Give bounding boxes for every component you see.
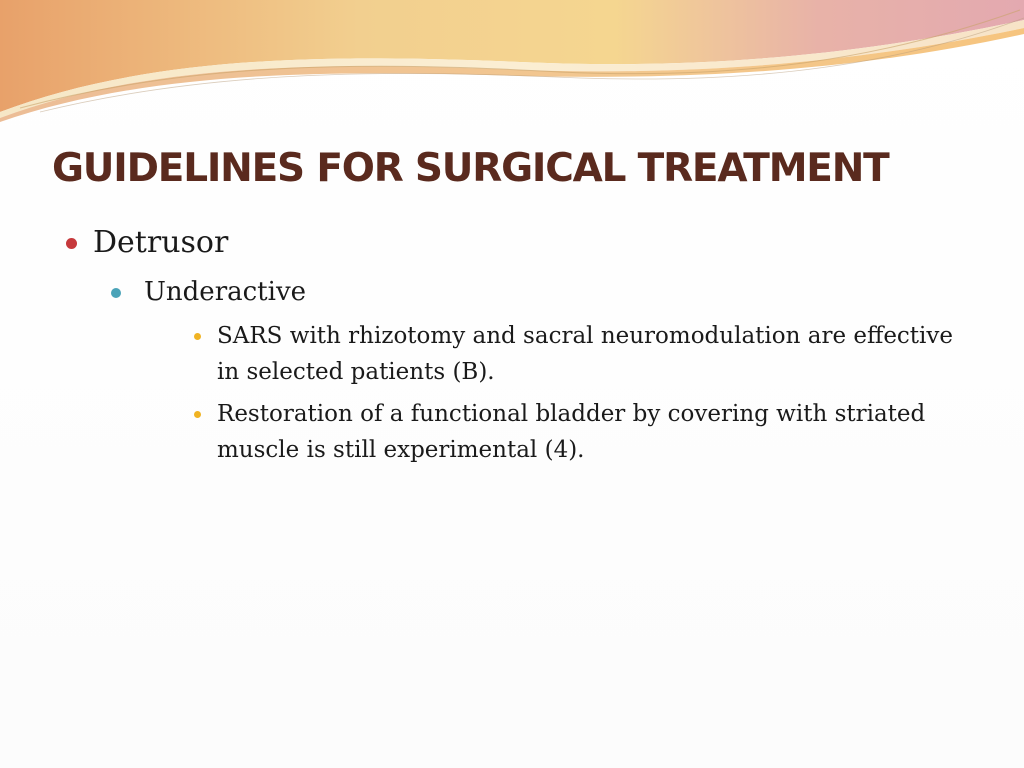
bullet-dot-icon	[111, 288, 121, 298]
bullet-list-level2	[93, 274, 960, 468]
bullet-dot-icon	[194, 333, 201, 340]
bullet-list-container	[60, 222, 960, 474]
slide-title: GUIDELINES FOR SURGICAL TREATMENT	[52, 146, 889, 191]
decorative-header-wave	[0, 0, 1024, 130]
list-item	[103, 274, 960, 468]
list-item	[184, 396, 960, 468]
bullet-text: Underactive	[144, 277, 307, 307]
bullet-dot-icon	[66, 238, 77, 249]
bullet-list-level1	[60, 222, 960, 468]
bullet-text: Restoration of a functional bladder by covering with striated muscle is still experimental (4).	[217, 401, 926, 463]
list-item	[184, 318, 960, 390]
list-item	[60, 222, 960, 468]
bullet-text: Detrusor	[93, 225, 229, 260]
bullet-list-level3	[144, 318, 960, 468]
bullet-text: SARS with rhizotomy and sacral neuromodulation are effective in selected patients (B).	[217, 323, 954, 385]
bullet-dot-icon	[194, 411, 201, 418]
